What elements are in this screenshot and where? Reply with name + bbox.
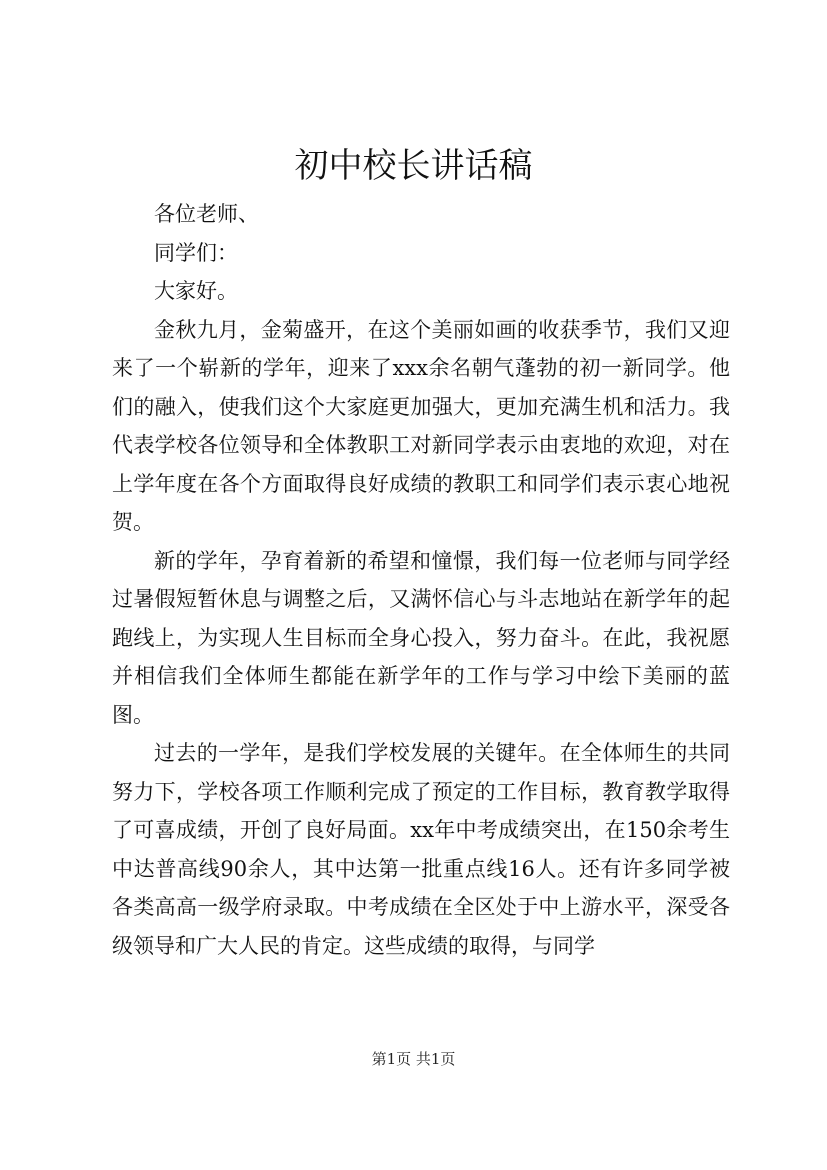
document-body: [112, 195, 730, 965]
salutation-teachers: 各位老师、: [154, 202, 259, 226]
salutation-students: 同学们：: [154, 240, 238, 265]
paragraph-welcome: 金秋九月，金菊盛开，在这个美丽如画的收获季节，我们又迎来了一个崭新的学年，迎来了xxx余名朝气蓬勃的初一新同学。他们的融入，使我们这个大家庭更加强大，更加充满生机和活力。我代表学校各位领导和全体教职工对新同学表示由衷地的欢迎，对在上学年度在各个方面取得良好成绩的教职工和同学们表示衷心地祝贺。: [112, 317, 730, 534]
document-title: 初中校长讲话稿: [294, 146, 533, 186]
greeting: 大家好。: [154, 279, 238, 303]
page-footer: 第1页 共1页: [371, 1050, 456, 1068]
paragraph-past-year: 过去的一学年，是我们学校发展的关键年。在全体师生的共同努力下，学校各项工作顺利完成了预定的工作目标，教育教学取得了可喜成绩，开创了良好局面。xx年中考成绩突出，在150余考生中达普高线90余人，其中达第一批重点线16人。还有许多同学被各类高高一级学府录取。中考成绩在全区处于中上游水平，深受各级领导和广大人民的肯定。这些成绩的取得，与同学: [112, 741, 730, 958]
paragraph-new-year: 新的学年，孕育着新的希望和憧憬，我们每一位老师与同学经过暑假短暂休息与调整之后，又满怀信心与斗志地站在新学年的起跑线上，为实现人生目标而全身心投入，努力奋斗。在此，我祝愿并相信我们全体师生都能在新学年的工作与学习中绘下美丽的蓝图。: [112, 548, 730, 727]
